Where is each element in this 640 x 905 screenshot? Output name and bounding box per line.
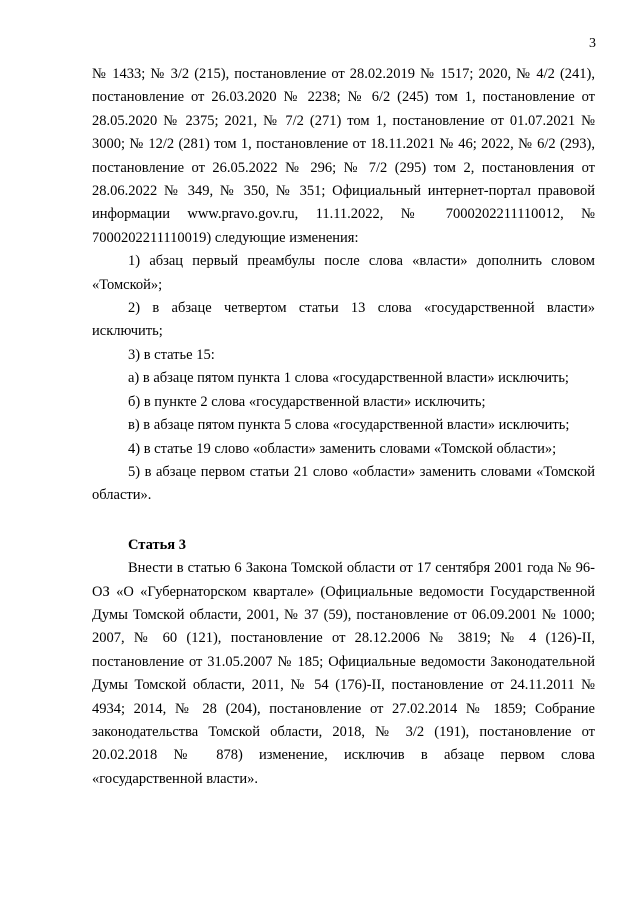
list-item: 2) в абзаце четвертом статьи 13 слова «государственной власти» исключить; xyxy=(92,300,595,340)
list-item: 4) в статье 19 слово «области» заменить словами «Томской области»; xyxy=(128,440,557,457)
article-3-text: Внести в статью 6 Закона Томской области от 17 сентября 2001 года № 96-ОЗ «О «Губернаторском квартале» (Официальные ведомости Государственной Думы Томской области, 2001, № 37 (59), постановление от 06.09.2001 № 1000; 2007, № 60 (121), постановление от 28.12.2006 № 3819; № 4 (126)-II, постановление от 31.05.2007 № 185; Официальные ведомости Законодательной Думы Томской области, 2011, № 54 (176)-II, постановление от 24.11.2011 № 4934; 2014, № 28 (204), постановление от 27.02.2014 № 1859; Собрание законодательства Томской области, 2018, № 3/2 (191), постановление от 20.02.2018 № 878) изменение, исключив в абзаце первом слова «государственной власти». xyxy=(92,560,595,787)
continuation-paragraph: № 1433; № 3/2 (215), постановление от 28.02.2019 № 1517; 2020, № 4/2 (241), постановление от 26.03.2020 № 2238; № 6/2 (245) том 1, постановление от 28.05.2020 № 2375; 2021, № 7/2 (271) том 1, постановление от 01.07.2021 № 3000; № 12/2 (281) том 1, постановление от 18.11.2021 № 46; 2022, № 6/2 (293), постановление от 26.05.2022 № 296; № 7/2 (295) том 2, постановления от 28.06.2022 № 349, № 350, № 351; Официальный интернет-портал правовой информации www.pravo.gov.ru, 11.11.2022, № 7000202211110012, № 7000202211110019) следующие изменения: xyxy=(92,66,595,246)
article-3-heading: Статья 3 xyxy=(128,536,186,553)
list-item: в) в абзаце пятом пункта 5 слова «государственной власти» исключить; xyxy=(128,417,570,434)
list-item: 3) в статье 15: xyxy=(128,346,215,363)
list-item: 1) абзац первый преамбулы после слова «власти» дополнить словом «Томской»; xyxy=(92,253,595,293)
page-number: 3 xyxy=(589,36,596,51)
list-item: б) в пункте 2 слова «государственной власти» исключить; xyxy=(128,393,486,410)
document-body xyxy=(92,63,595,791)
list-item: 5) в абзаце первом статьи 21 слово «области» заменить словами «Томской области». xyxy=(92,463,595,504)
list-item: а) в абзаце пятом пункта 1 слова «государственной власти» исключить; xyxy=(128,370,569,387)
